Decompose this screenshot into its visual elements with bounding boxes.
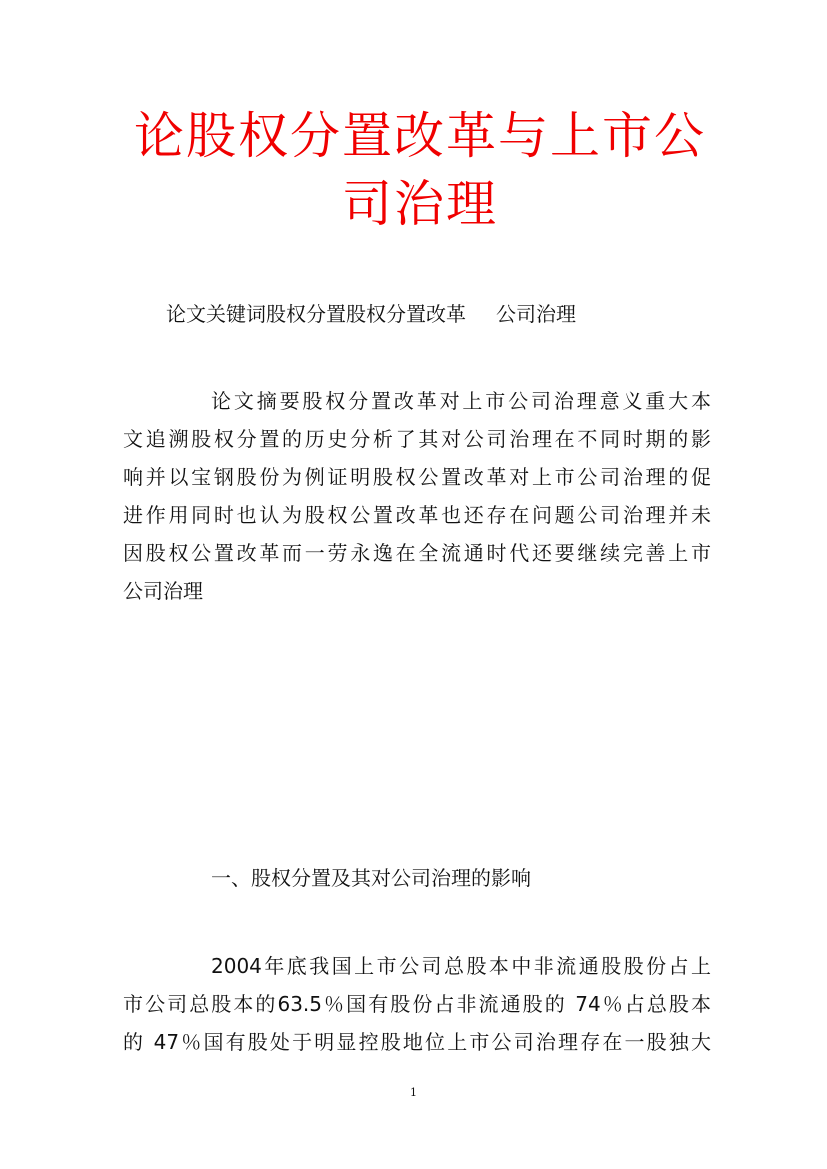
abstract-line: 因股权公置改革而一劳永逸在全流通时代还要继续完善上市 <box>123 541 711 565</box>
abstract-line: 进作用同时也认为股权公置改革也还存在问题公司治理并未 <box>123 503 711 527</box>
keywords-line <box>166 298 576 330</box>
abstract-line: 论文摘要股权分置改革对上市公司治理意义重大本 <box>211 389 711 413</box>
body-paragraph <box>123 947 711 1061</box>
page-number: 1 <box>410 1086 417 1099</box>
body-line: 2004年底我国上市公司总股本中非流通股股份占上 <box>211 954 711 978</box>
keywords-extra: 公司治理 <box>496 302 576 326</box>
abstract-line: 响并以宝钢股份为例证明股权公置改革对上市公司治理的促 <box>123 465 711 489</box>
abstract-line: 文追溯股权分置的历史分析了其对公司治理在不同时期的影 <box>123 427 711 451</box>
document-title-line-1: 论股权分置改革与上市公 <box>134 107 706 165</box>
document-title-line-2: 司治理 <box>342 175 498 233</box>
body-line: 市公司总股本的63.5％国有股份占非流通股的 74％占总股本 <box>123 992 711 1016</box>
body-line: 的 47％国有股处于明显控股地位上市公司治理存在一股独大 <box>123 1030 711 1054</box>
keywords-main: 论文关键词股权分置股权分置改革 <box>166 302 466 326</box>
abstract-line: 公司治理 <box>123 579 203 603</box>
section-heading: 一、股权分置及其对公司治理的影响 <box>211 866 531 890</box>
abstract-paragraph <box>123 382 711 610</box>
